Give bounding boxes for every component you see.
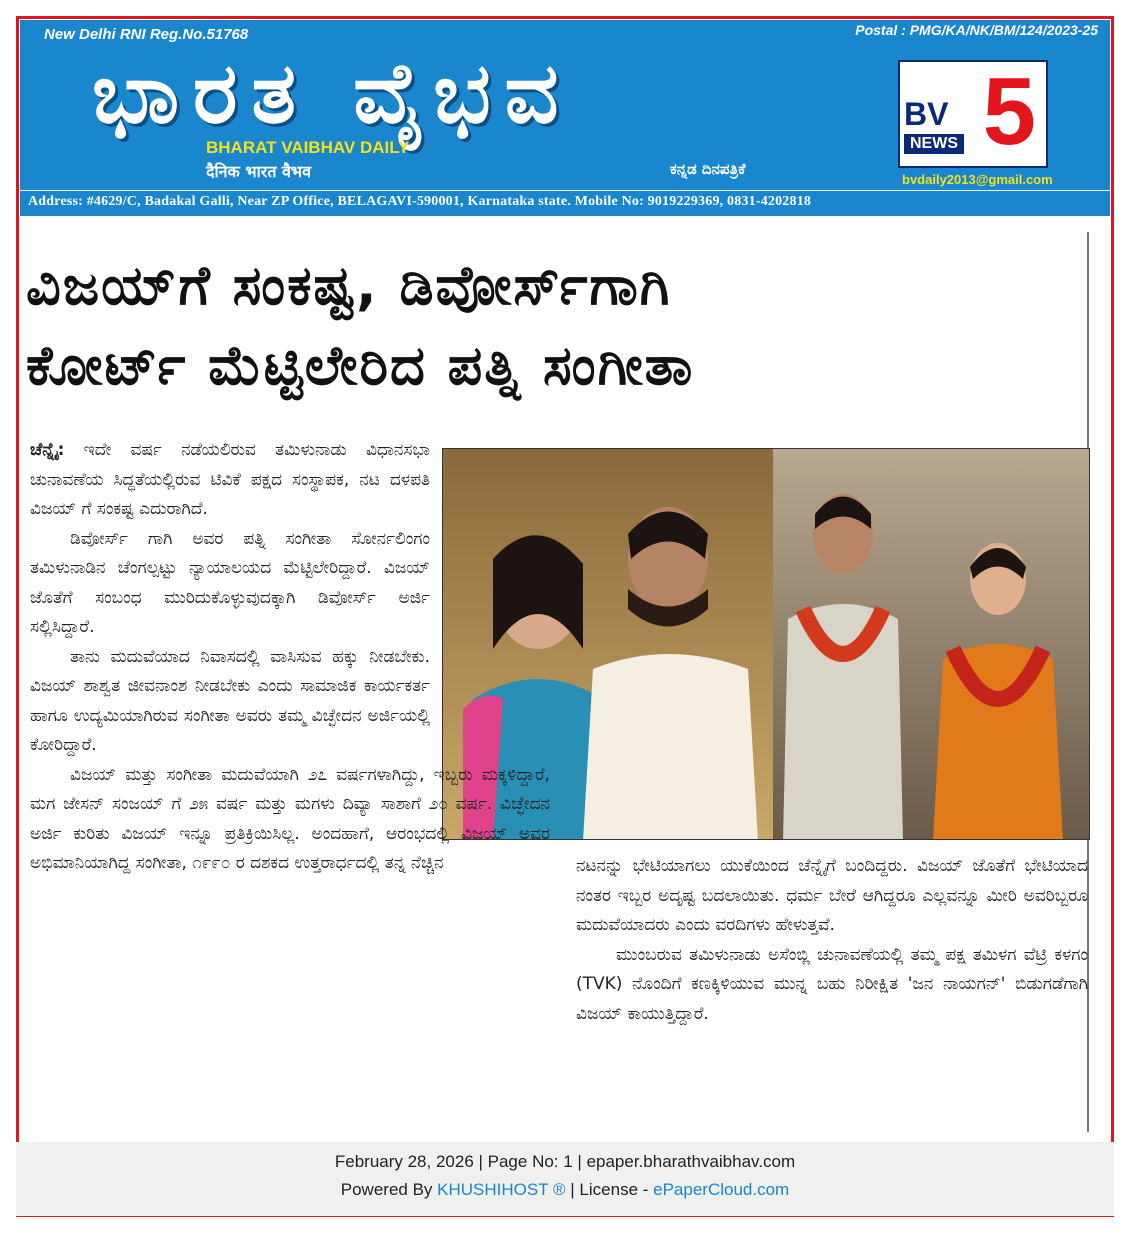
- masthead-title-english: BHARAT VAIBHAV DAILY: [206, 138, 410, 157]
- paragraph: ತಾನು ಮದುವೆಯಾದ ನಿವಾಸದಲ್ಲಿ ವಾಸಿಸುವ ಹಕ್ಕು ನೀಡಬೇಕು. ವಿಜಯ್ ಶಾಶ್ವತ ಜೀವನಾಂಶ ನೀಡಬೇಕು ಎಂದು ಸಾಮಾಜಿಕ ಕಾರ್ಯಕರ್ತ ಹಾಗೂ ಉದ್ಯಮಿಯಾಗಿರುವ ಸಂಗೀತಾ ಅವರು ತಮ್ಮ ವಿಚ್ಛೇದನ ಅರ್ಜಿಯಲ್ಲಿ ಕೋರಿದ್ದಾರೆ.: [30, 646, 430, 755]
- epapercloud-link[interactable]: ePaperCloud.com: [653, 1180, 790, 1199]
- article-column-left-bottom: [30, 643, 430, 761]
- logo-bv: BV: [904, 96, 949, 132]
- bv5-news-logo: [898, 60, 1048, 168]
- masthead-title: ಭಾರತ ವೈಭವ: [92, 44, 573, 142]
- article-column-right: [576, 852, 1088, 1029]
- paragraph: ವಿಜಯ್ ಮತ್ತು ಸಂಗೀತಾ ಮದುವೆಯಾಗಿ ೨೭ ವರ್ಷಗಳಾಗಿದ್ದು, ಇಬ್ಬರು ಮಕ್ಕಳಿದ್ದಾರೆ, ಮಗ ಜೇಸನ್ ಸಂಜಯ್ ಗೆ ೨೫ ವರ್ಷ ಮತ್ತು ಮಗಳು ದಿವ್ಯಾ ಸಾಶಾಗೆ ೨೦ ವರ್ಷ. ವಿಚ್ಛೇದನ ಅರ್ಜಿ ಕುರಿತು ವಿಜಯ್ ಇನ್ನೂ ಪ್ರತಿಕ್ರಿಯಿಸಿಲ್ಲ. ಅಂದಹಾಗೆ, ಆರಂಭದಲ್ಲಿ ವಿಜಯ್ ಅವರ ಅಭಿಮಾನಿಯಾಗಿದ್ದ ಸಂಗೀತಾ, ೧೯೯೦ ರ ದಶಕದ ಉತ್ತರಾರ್ಧದಲ್ಲಿ ತನ್ನ ನೆಚ್ಚಿನ: [30, 764, 550, 873]
- powered-by-label: Powered By: [340, 1180, 438, 1199]
- paragraph: ನಟನನ್ನು ಭೇಟಿಯಾಗಲು ಯುಕೆಯಿಂದ ಚೆನ್ನೈಗೆ ಬಂದಿದ್ದರು. ವಿಜಯ್ ಜೊತೆಗೆ ಭೇಟಿಯಾದ ನಂತರ ಇಬ್ಬರ ಅದೃಷ್ಟ ಬದಲಾಯಿತು. ಧರ್ಮ ಬೇರೆ ಆಗಿದ್ದರೂ ಎಲ್ಲವನ್ನೂ ಮೀರಿ ಅವರಿಬ್ಬರೂ ಮದುವೆಯಾದರು ಎಂದು ವರದಿಗಳು ಹೇಳುತ್ತವೆ.: [576, 856, 1088, 935]
- postal-number: Postal : PMG/KA/NK/BM/124/2023-25: [855, 22, 1098, 38]
- masthead-title-hindi: दैनिक भारत वैभव: [206, 162, 312, 181]
- logo-news: NEWS: [904, 134, 964, 154]
- paragraph-text: ಇದೇ ವರ್ಷ ನಡೆಯಲಿರುವ ತಮಿಳುನಾಡು ವಿಧಾನಸಭಾ ಚುನಾವಣೆಯ ಸಿದ್ಧತೆಯಲ್ಲಿರುವ ಟಿವಿಕೆ ಪಕ್ಷದ ಸಂಸ್ಥಾಪಕ, ನಟ ದಳಪತಿ ವಿಜಯ್ ಗೆ ಸಂಕಷ್ಟ ಎದುರಾಗಿದೆ.: [30, 440, 431, 519]
- footer-credits: [16, 1180, 1114, 1200]
- article-column-left-top: [30, 436, 430, 643]
- paragraph: ಡಿವೋರ್ಸ್ ಗಾಗಿ ಅವರ ಪತ್ನಿ ಸಂಗೀತಾ ಸೋರ್ನಲಿಂಗಂ ತಮಿಳುನಾಡಿನ ಚೆಂಗಲ್ಪಟ್ಟು ನ್ಯಾಯಾಲಯದ ಮೆಟ್ಟಿಲೇರಿದ್ದಾರೆ. ವಿಜಯ್ ಜೊತೆಗೆ ಸಂಬಂಧ ಮುರಿದುಕೊಳ್ಳುವುದಕ್ಕಾಗಿ ಡಿವೋರ್ಸ್ ಅರ್ಜಿ ಸಲ್ಲಿಸಿದ್ದಾರೆ.: [30, 528, 430, 637]
- article-column-left-tail: [30, 761, 550, 879]
- masthead-tagline: ಕನ್ನಡ ದಿನಪತ್ರಿಕೆ: [670, 160, 746, 178]
- headline-line-2: ಕೋರ್ಟ್ ಮೆಟ್ಟಿಲೇರಿದ ಪತ್ನಿ ಸಂಗೀತಾ: [26, 334, 695, 397]
- dateline: ಚೆನ್ನೈ:: [30, 440, 65, 460]
- page-footer: [16, 1142, 1114, 1216]
- paragraph: [30, 436, 430, 525]
- paragraph: ಮುಂಬರುವ ತಮಿಳುನಾಡು ಅಸೆಂಬ್ಲಿ ಚುನಾವಣೆಯಲ್ಲಿ ತಮ್ಮ ಪಕ್ಷ ತಮಿಳಗ ವೆಟ್ರಿ ಕಳಗಂ (TVK) ನೊಂದಿಗೆ ಕಣಕ್ಕಿಳಿಯುವ ಮುನ್ನ ಬಹು ನಿರೀಕ್ಷಿತ 'ಜನ ನಾಯಗನ್' ಬಿಡುಗಡೆಗಾಗಿ ವಿಜಯ್ ಕಾಯುತ್ತಿದ್ದಾರೆ.: [576, 944, 1088, 1024]
- license-label: | License -: [565, 1180, 654, 1199]
- office-address: Address: #4629/C, Badakal Galli, Near ZP Office, BELAGAVI-590001, Karnataka state. Mobile No: 9019229369, 0831-4202818: [28, 194, 812, 209]
- masthead: [20, 20, 1110, 216]
- footer-date-page-url: February 28, 2026 | Page No: 1 | epaper.bharathvaibhav.com: [334, 1152, 796, 1171]
- logo-five: 5: [982, 58, 1036, 165]
- rni-number: New Delhi RNI Reg.No.51768: [44, 26, 249, 43]
- headline-line-1: ವಿಜಯ್‌ಗೆ ಸಂಕಷ್ಟ, ಡಿವೋರ್ಸ್‌ಗಾಗಿ: [26, 254, 672, 317]
- address-divider: [20, 190, 1110, 191]
- article-headline: [26, 246, 1090, 406]
- khushihost-link[interactable]: KHUSHIHOST ®: [437, 1180, 566, 1199]
- article-column-left: [30, 436, 550, 1136]
- contact-email: bvdaily2013@gmail.com: [902, 172, 1053, 187]
